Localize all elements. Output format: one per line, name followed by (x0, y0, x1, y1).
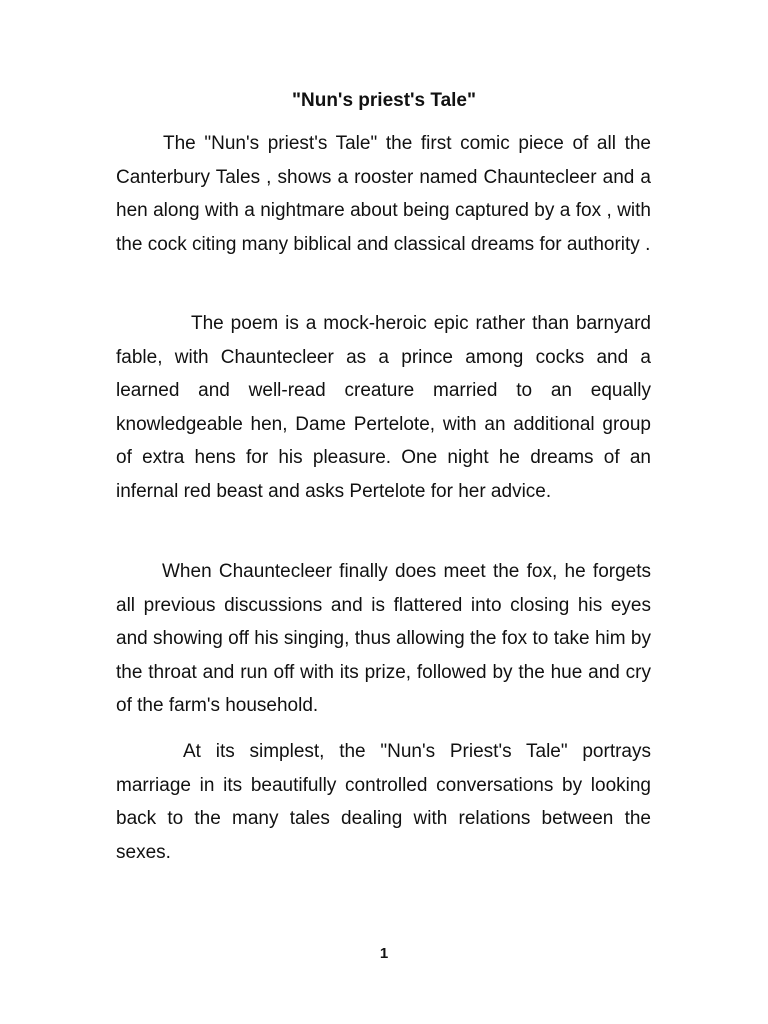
paragraph-2: The poem is a mock-heroic epic rather than barnyard fable, with Chauntecleer as a prince among cocks and a learned and well-read creature married to an equally knowledgeable hen, Dame Pertelote, with an additional group of extra hens for his pleasure. One night he dreams of an infernal red beast and asks Pertelote for her advice. (116, 313, 651, 502)
document-title: "Nun's priest's Tale" (291, 90, 477, 111)
paragraph-4: At its simplest, the "Nun's Priest's Tale" portrays marriage in its beautifully controlled conversations by looking back to the many tales dealing with relations between the sexes. (116, 741, 651, 863)
paragraph-3: When Chauntecleer finally does meet the fox, he forgets all previous discussions and is flattered into closing his eyes and showing off his singing, thus allowing the fox to take him by the throat and run off with its prize, followed by the hue and cry of the farm's household. (116, 561, 651, 717)
page-number: 1 (379, 945, 389, 962)
paragraph-1: The "Nun's priest's Tale" the first comic piece of all the Canterbury Tales , shows a rooster named Chauntecleer and a hen along with a nightmare about being captured by a fox , with the cock citing many biblical and classical dreams for authority . (116, 133, 651, 255)
